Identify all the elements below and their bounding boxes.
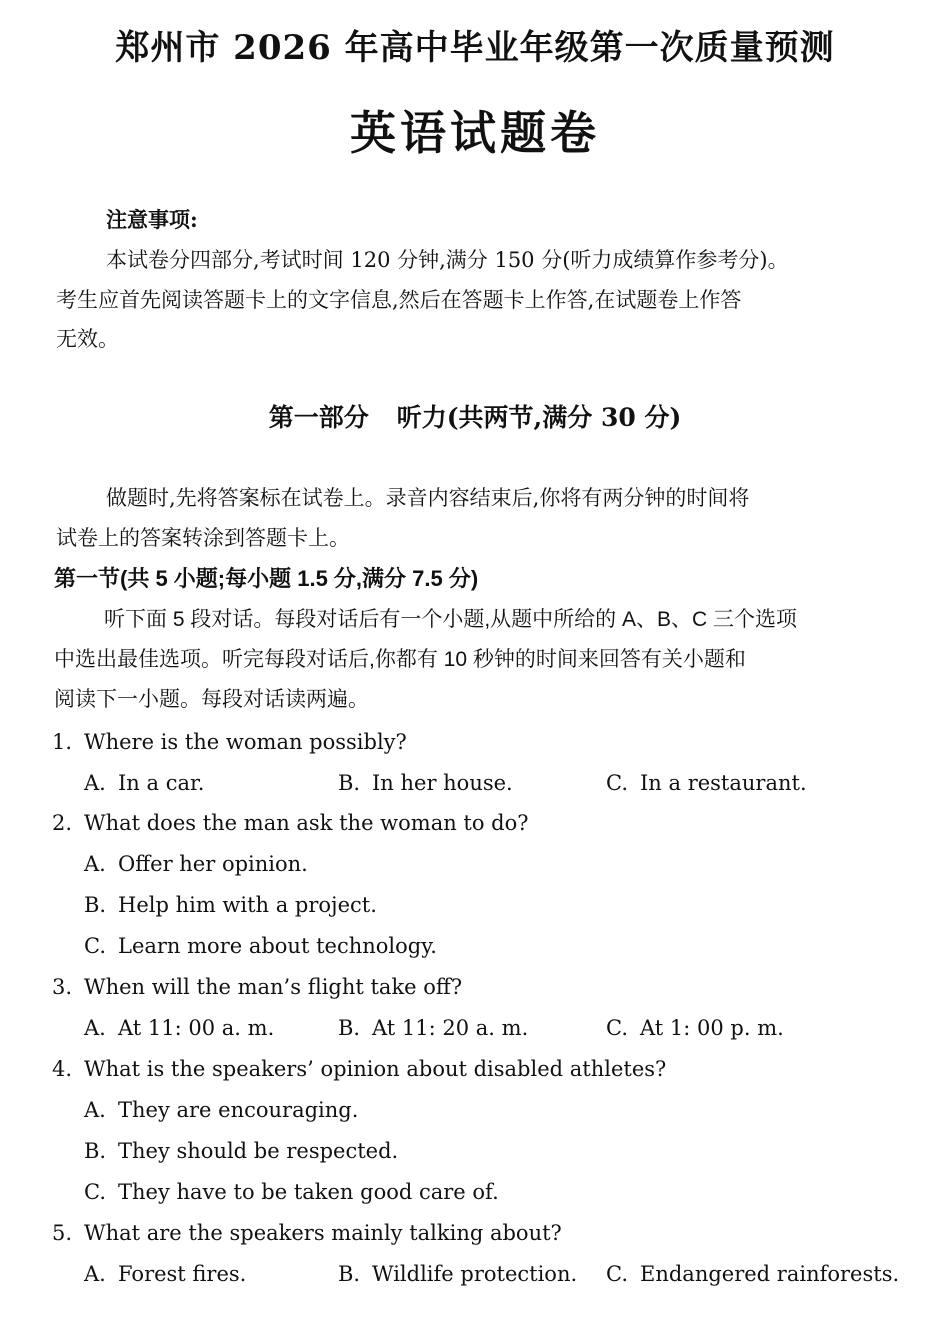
option-text: In a car. [118,771,205,795]
option-4c [84,1176,499,1208]
option-1a [84,767,204,799]
option-text: They are encouraging. [118,1098,359,1122]
question-4 [52,1053,666,1085]
option-letter: C. [84,1180,106,1204]
option-3c [606,1012,784,1044]
option-4b [84,1135,398,1167]
option-text: At 1: 00 p. m. [640,1016,784,1040]
option-letter: A. [84,1098,106,1122]
option-letter: A. [84,771,106,795]
question-5 [52,1217,562,1249]
option-letter: B. [84,893,107,917]
option-letter: C. [84,934,106,958]
subject-title: 英语试题卷 [350,106,600,160]
option-5b [338,1258,577,1290]
exam-title-text: 郑州市 2026 年高中毕业年级第一次质量预测 [115,28,835,68]
option-2a [84,848,308,880]
option-text: Endangered rainforests. [640,1262,900,1286]
part-one-title-left: 第一部分 [268,403,369,432]
question-text: When will the man’s flight take off? [84,975,463,999]
notice-line-3: 无效。 [56,327,119,351]
option-4a [84,1094,358,1126]
option-letter: C. [606,1262,628,1286]
option-text: In her house. [372,771,513,795]
exam-title [0,26,950,74]
option-letter: B. [338,771,361,795]
section-one-instruction-3: 阅读下一小题。每段对话读两遍。 [54,688,369,711]
option-letter: B. [338,1016,361,1040]
option-letter: B. [84,1139,107,1163]
option-text: They have to be taken good care of. [118,1180,499,1204]
option-letter: B. [338,1262,361,1286]
part-one-title-right: 听力(共两节,满分 30 分) [396,403,682,432]
question-number: 4. [52,1057,73,1081]
option-5a [84,1258,246,1290]
section-one-heading: 第一节(共 5 小题;每小题 1.5 分,满分 7.5 分) [54,566,479,591]
option-3b [338,1012,528,1044]
question-number: 2. [52,811,73,835]
question-text: Where is the woman possibly? [84,730,407,754]
question-1 [52,726,407,758]
notice-line-2: 考生应首先阅读答题卡上的文字信息,然后在答题卡上作答,在试题卷上作答 [56,288,742,312]
option-letter: A. [84,1016,106,1040]
part-one-intro-line-2: 试卷上的答案转涂到答题卡上。 [56,526,350,550]
option-1c [606,767,807,799]
question-number: 1. [52,730,73,754]
section-one-instruction-2: 中选出最佳选项。听完每段对话后,你都有 10 秒钟的时间来回答有关小题和 [54,648,746,671]
question-text: What does the man ask the woman to do? [84,811,529,835]
option-2b [84,889,377,921]
option-letter: A. [84,852,106,876]
section-one-instruction-1: 听下面 5 段对话。每段对话后有一个小题,从题中所给的 A、B、C 三个选项 [104,608,798,631]
option-text: Forest fires. [118,1262,247,1286]
option-2c [84,930,437,962]
question-text: What is the speakers’ opinion about disabled athletes? [84,1057,667,1081]
question-2 [52,807,529,839]
part-one-title [0,398,950,438]
question-number: 5. [52,1221,73,1245]
option-text: At 11: 00 a. m. [118,1016,275,1040]
part-one-intro-line-1: 做题时,先将答案标在试卷上。录音内容结束后,你将有两分钟的时间将 [106,486,750,510]
option-letter: A. [84,1262,106,1286]
question-text: What are the speakers mainly talking about? [84,1221,562,1245]
option-letter: C. [606,1016,628,1040]
option-1b [338,767,513,799]
option-text: Learn more about technology. [118,934,437,958]
option-3a [84,1012,274,1044]
notice-line-1: 本试卷分四部分,考试时间 120 分钟,满分 150 分(听力成绩算作参考分)。 [106,248,789,272]
option-text: Offer her opinion. [118,852,308,876]
option-5c [606,1258,899,1290]
option-text: In a restaurant. [640,771,807,795]
option-text: They should be respected. [118,1139,399,1163]
option-text: At 11: 20 a. m. [372,1016,529,1040]
option-letter: C. [606,771,628,795]
option-text: Wildlife protection. [372,1262,578,1286]
option-text: Help him with a project. [118,893,377,917]
notice-heading: 注意事项: [106,207,198,232]
question-3 [52,971,462,1003]
question-number: 3. [52,975,73,999]
